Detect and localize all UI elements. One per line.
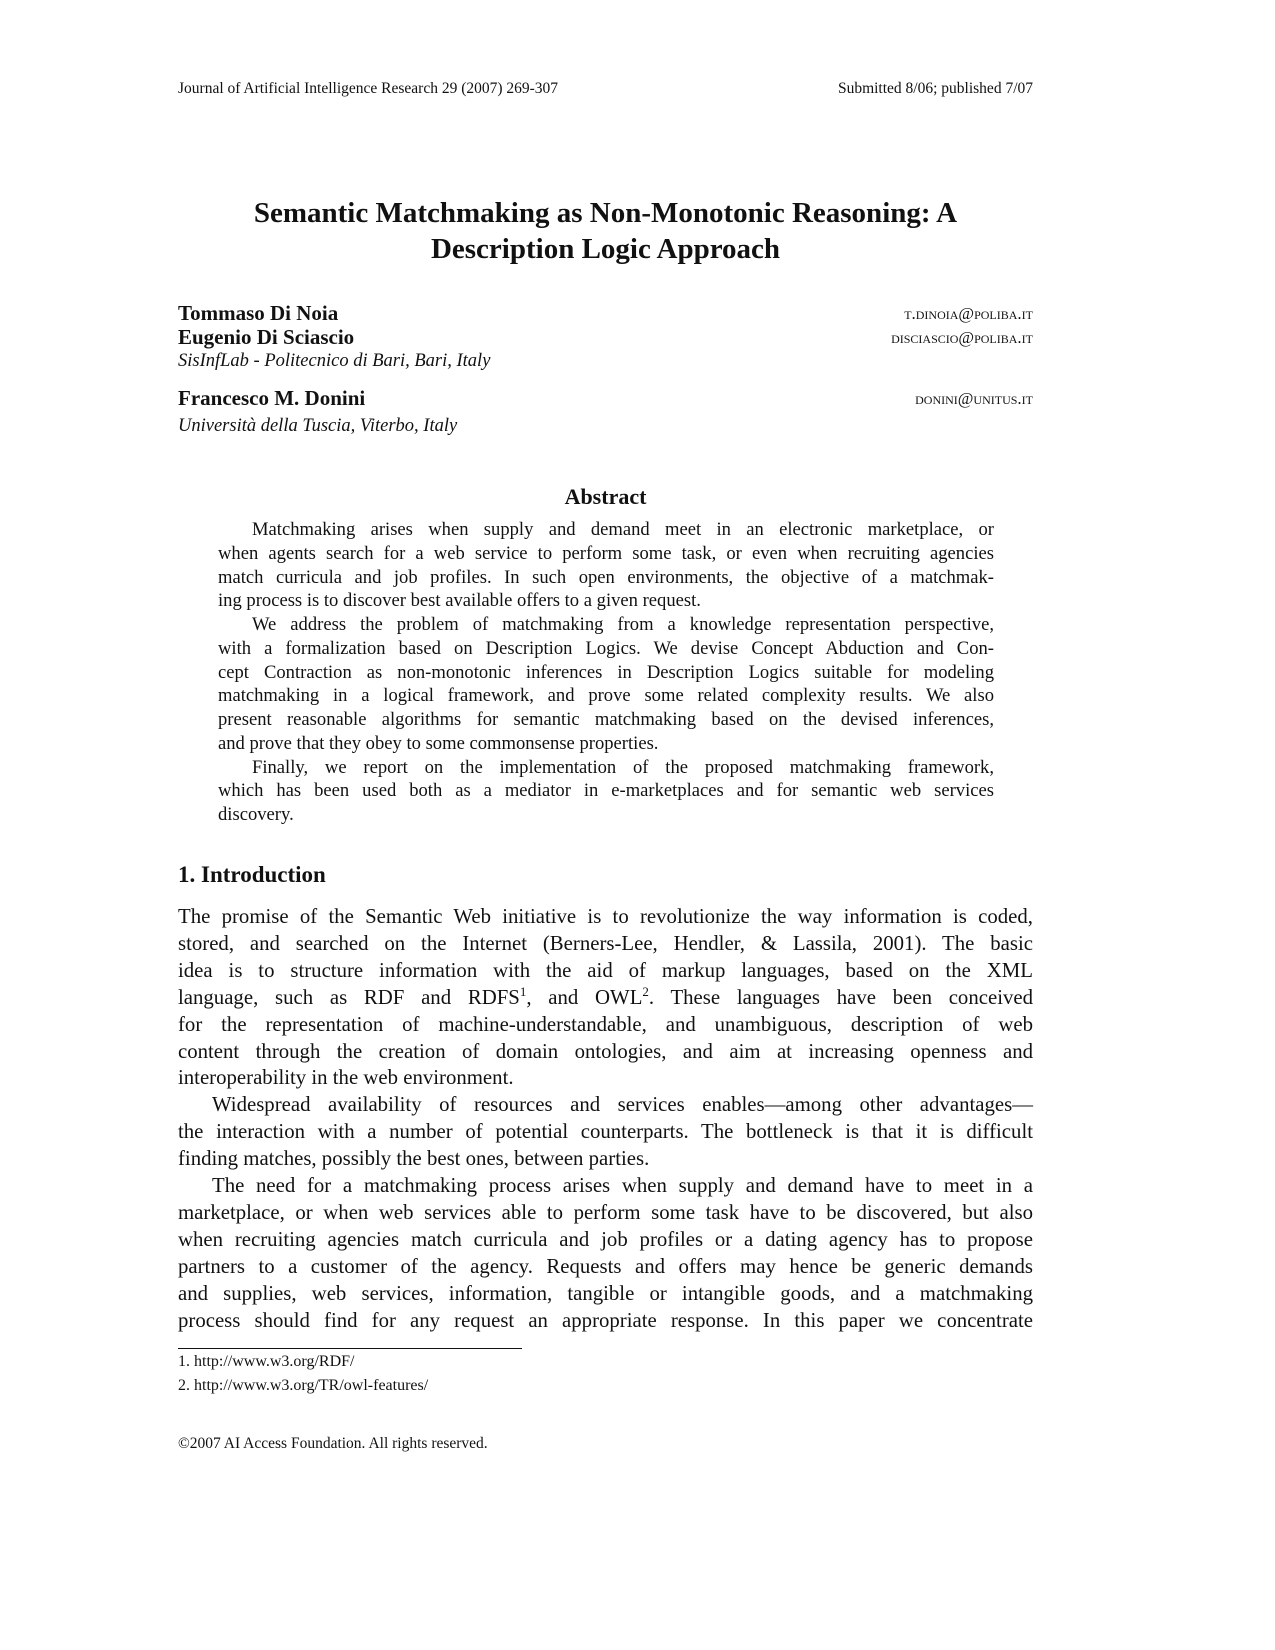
footnote: 2. http://www.w3.org/TR/owl-features/ (178, 1377, 429, 1394)
text-line: finding matches, possibly the best ones, between parties. (178, 1147, 650, 1171)
abstract-heading: Abstract (564, 484, 647, 509)
footnote-rule (178, 1348, 522, 1349)
author-name: Tommaso Di Noia (178, 301, 339, 325)
text-line: discovery. (218, 804, 294, 825)
text-line: and prove that they obey to some commonsense properties. (218, 732, 659, 754)
text-line: when agents search for a web service to perform some task, or even when recruiting agencies (218, 542, 994, 564)
author-name: Eugenio Di Sciascio (178, 325, 355, 349)
text-line: partners to a customer of the agency. Requests and offers may hence be generic demands (178, 1254, 1033, 1278)
text-line: Matchmaking arises when supply and demand meet in an electronic marketplace, or (252, 519, 994, 540)
footnote-ref: 1 (519, 983, 527, 999)
abstract-paragraph (218, 518, 994, 613)
submission-dates: Submitted 8/06; published 7/07 (837, 80, 1033, 97)
text-line: cept Contraction as non-monotonic inferences in Description Logics suitable for modeling (218, 661, 994, 683)
abstract-paragraph (218, 613, 994, 756)
title-line: Semantic Matchmaking as Non-Monotonic Reasoning: A (253, 197, 958, 229)
section-body (178, 904, 1033, 1335)
text-line: interoperability in the web environment. (178, 1066, 514, 1090)
text-line: for the representation of machine-understandable, and unambiguous, description of web (178, 1012, 1033, 1036)
text-line: ing process is to discover best available offers to a given request. (218, 590, 701, 612)
text-line: content through the creation of domain ontologies, and aim at increasing openness and (178, 1039, 1033, 1063)
text-line: present reasonable algorithms for semantic matchmaking based on the devised inferences, (218, 709, 994, 730)
author-affiliation: SisInfLab - Politecnico di Bari, Bari, Italy (178, 351, 491, 371)
abstract-paragraph (218, 756, 994, 827)
text-line: process should find for any request an appropriate response. In this paper we concentrate (178, 1308, 1033, 1332)
author-email: donini@unitus.it (915, 389, 1033, 408)
text-line: matchmaking in a logical framework, and prove some related complexity results. We also (218, 685, 994, 707)
text-line: which has been used both as a mediator in e-marketplaces and for semantic web services (218, 780, 994, 802)
text-line: stored, and searched on the Internet (Berners-Lee, Hendler, & Lassila, 2001). The basic (178, 931, 1033, 955)
abstract-body (218, 518, 994, 827)
text-line: the interaction with a number of potential counterparts. The bottleneck is that it is difficult (178, 1120, 1033, 1144)
text-line: marketplace, or when web services able to perform some task have to be discovered, but also (178, 1200, 1033, 1224)
footnote-ref: 2 (642, 983, 649, 999)
text-line: match curricula and job profiles. In such open environments, the objective of a matchmak- (218, 566, 994, 588)
title-line: Description Logic Approach (430, 233, 781, 265)
text-line: when recruiting agencies match curricula and job profiles or a dating agency has to propose (178, 1227, 1033, 1251)
text-line: language, such as RDF and RDFS$^1$, and OWL$^2$. These languages have been conceived (178, 983, 1033, 1009)
text-line: and supplies, web services, information, tangible or intangible goods, and a matchmaking (178, 1281, 1033, 1305)
journal-header: Journal of Artificial Intelligence Research 29 (2007) 269-307 (178, 80, 559, 97)
text-line: with a formalization based on Description Logics. We devise Concept Abduction and Con- (218, 637, 994, 659)
author-affiliation: Università della Tuscia, Viterbo, Italy (178, 416, 458, 436)
text-line: Widespread availability of resources and services enables—among other advantages— (212, 1093, 1033, 1117)
copyright-notice: ©2007 AI Access Foundation. All rights reserved. (178, 1435, 488, 1452)
text-line: idea is to structure information with the aid of markup languages, based on the XML (178, 958, 1033, 982)
footnote: 1. http://www.w3.org/RDF/ (178, 1353, 355, 1370)
text-line: The need for a matchmaking process arises when supply and demand have to meet in a (212, 1174, 1033, 1198)
text-line: The promise of the Semantic Web initiative is to revolutionize the way information is coded, (178, 905, 1033, 928)
author-email: disciascio@poliba.it (891, 328, 1033, 347)
text-line: Finally, we report on the implementation of the proposed matchmaking framework, (252, 756, 994, 778)
text-line: We address the problem of matchmaking from a knowledge representation perspective, (252, 614, 994, 635)
author-email: t.dinoia@poliba.it (904, 304, 1033, 323)
section-heading: 1. Introduction (178, 862, 326, 887)
author-name: Francesco M. Donini (178, 386, 366, 410)
paper-title (178, 195, 1033, 267)
